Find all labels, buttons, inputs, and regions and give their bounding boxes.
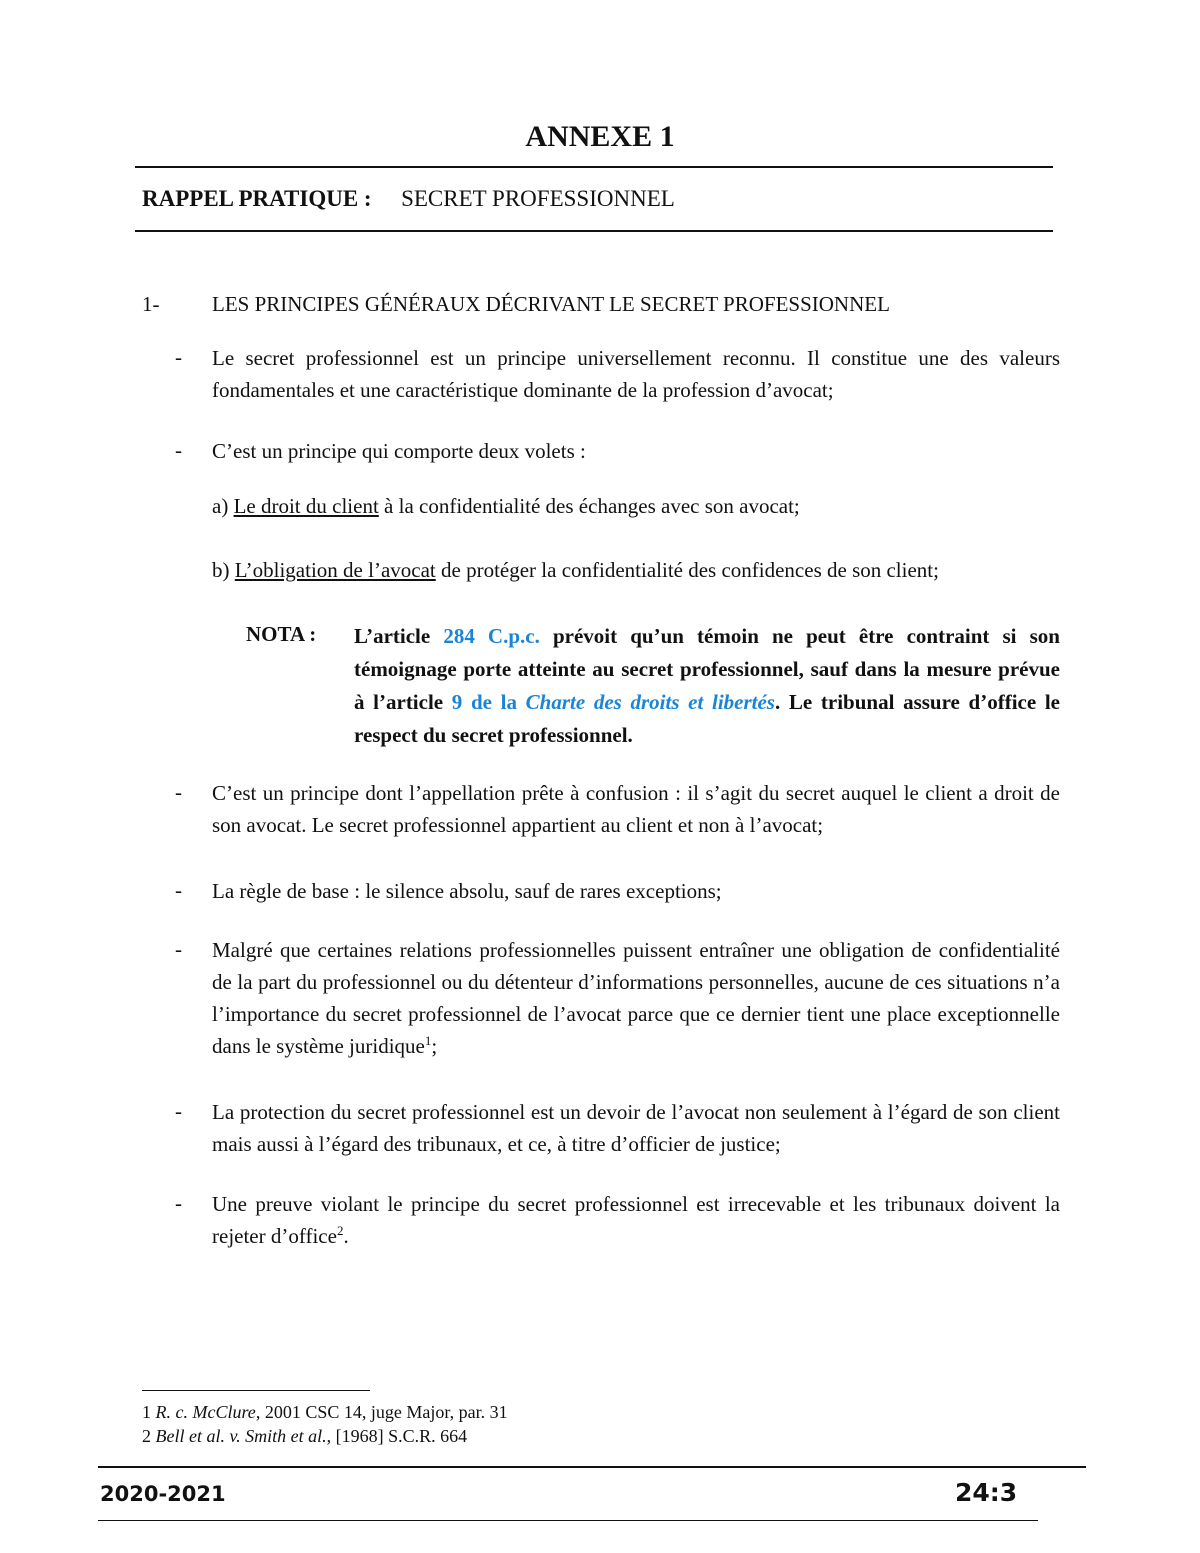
charte-link[interactable]: Charte des droits et libertés — [525, 690, 775, 714]
paragraph-3: C’est un principe dont l’appellation prête à confusion : il s’agit du secret auquel le client a droit de son avocat. Le secret professionnel appartient au client et non à l’avocat; — [212, 781, 1060, 837]
footnote-ref-1[interactable]: 1 — [424, 1033, 432, 1048]
bullet-dash: - — [175, 937, 182, 961]
title-rule-top — [135, 166, 1053, 168]
footer-year: 2020-2021 — [100, 1482, 226, 1506]
item-a-underlined: Le droit du client — [233, 494, 379, 518]
item-b-underlined: L’obligation de l’avocat — [234, 558, 436, 582]
bullet-dash: - — [175, 438, 182, 462]
footnote-2: 2 Bell et al. v. Smith et al., [1968] S.C.R. 664 — [142, 1426, 468, 1446]
paragraph-2: C’est un principe qui comporte deux volets : — [212, 439, 586, 463]
bullet-dash: - — [175, 1191, 182, 1215]
item-b: b) L’obligation de l’avocat de protéger la confidentialité des confidences de son client; — [212, 558, 939, 582]
section-number: 1- — [142, 292, 160, 316]
footnote-ref-2[interactable]: 2 — [336, 1223, 344, 1238]
paragraph-4: La règle de base : le silence absolu, sauf de rares exceptions; — [212, 879, 722, 903]
article-284-link[interactable]: 284 C.p.c. — [443, 624, 540, 648]
article-9-link[interactable]: 9 de la — [451, 690, 526, 714]
title-rule-bottom — [135, 230, 1053, 232]
subtitle-label: RAPPEL PRATIQUE : — [142, 186, 372, 211]
footnote-1: 1 R. c. McClure, 2001 CSC 14, juge Major, par. 31 — [142, 1402, 508, 1422]
section-heading: LES PRINCIPES GÉNÉRAUX DÉCRIVANT LE SECRET PROFESSIONNEL — [212, 292, 890, 316]
bullet-dash: - — [175, 345, 182, 369]
item-a: a) Le droit du client à la confidentialité des échanges avec son avocat; — [212, 494, 800, 518]
bullet-dash: - — [175, 1099, 182, 1123]
nota-text: L’article 284 C.p.c. prévoit qu’un témoin ne peut être contraint si son témoignage porte atteinte au secret professionnel, sauf dans la mesure prévue à l’article 9 de la Charte des droits et libertés. Le tribunal assure d’office le respect du secret professionnel. — [354, 624, 1060, 747]
nota-label: NOTA : — [246, 622, 317, 646]
paragraph-6: La protection du secret professionnel est un devoir de l’avocat non seulement à l’égard de son client mais aussi à l’égard des tribunaux, et ce, à titre d’officier de justice; — [212, 1100, 1060, 1156]
footer-page-number: 24:3 — [955, 1478, 1018, 1507]
footer-rule-bottom — [98, 1520, 1038, 1521]
paragraph-7: Une preuve violant le principe du secret professionnel est irrecevable et les tribunaux doivent la rejeter d’office$^2$. — [212, 1192, 1060, 1248]
bullet-dash: - — [175, 780, 182, 804]
paragraph-1: Le secret professionnel est un principe universellement reconnu. Il constitue une des valeurs fondamentales et une caractéristique dominante de la profession d’avocat; — [212, 346, 1060, 402]
paragraph-5: Malgré que certaines relations professionnelles puissent entraîner une obligation de confidentialité de la part du professionnel ou du détenteur d’informations personnelles, aucune de ces situations n’a l’importance du secret professionnel de l’avocat parce que ce dernier tient une place exceptionnelle dans le système juridique$^1$; — [212, 938, 1060, 1058]
footer-rule-top — [98, 1466, 1086, 1468]
page-title: ANNEXE 1 — [525, 120, 675, 153]
subtitle-text: SECRET PROFESSIONNEL — [401, 186, 675, 211]
bullet-dash: - — [175, 878, 182, 902]
footnote-separator — [142, 1390, 370, 1391]
subtitle — [142, 186, 675, 212]
